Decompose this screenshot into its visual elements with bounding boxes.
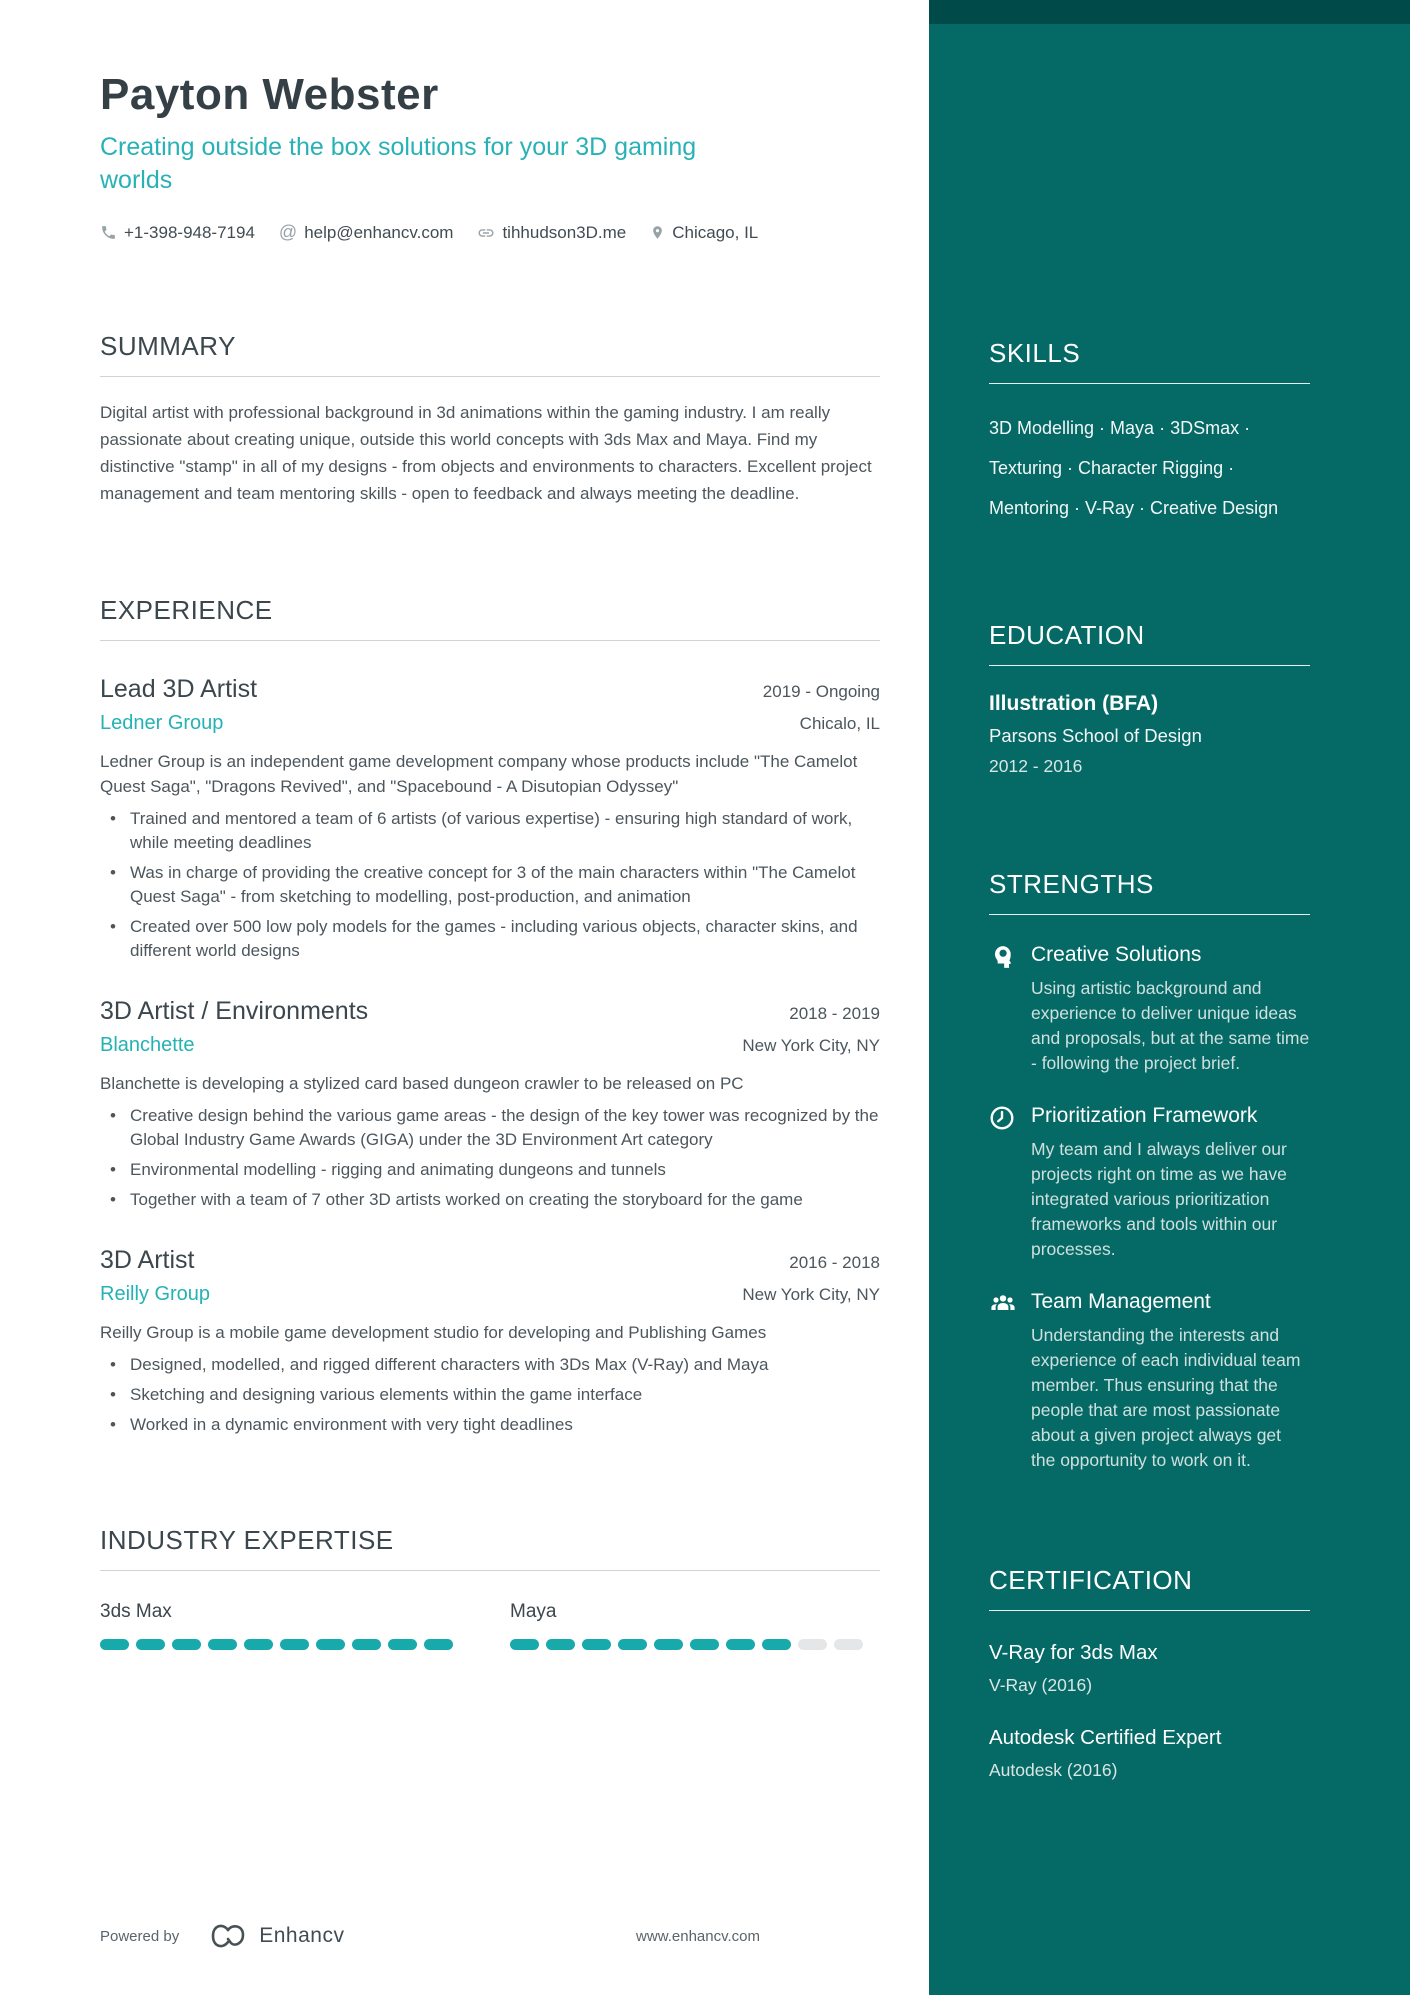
skill-bar — [100, 1639, 470, 1650]
skill-segment — [582, 1639, 611, 1650]
industry-expertise-title: INDUSTRY EXPERTISE — [100, 1525, 880, 1571]
certification-item — [989, 1726, 1310, 1781]
skill-segment — [280, 1639, 309, 1650]
strengths-section — [989, 869, 1310, 1473]
job-description: Reilly Group is a mobile game development studio for developing and Publishing Games — [100, 1323, 767, 1343]
skill-label: 3ds Max — [100, 1601, 172, 1623]
summary-text: Digital artist with professional background in 3d animations within the gaming industry. I am really passionate about creating unique, outside this world concepts with 3ds Max and Maya. Find my distinctive "stamp" in all of my designs - from objects and environments to characters. Excellent project management and team mentoring skills - open to feedback and always meeting the deadline. — [100, 403, 872, 504]
skill-segment — [762, 1639, 791, 1650]
footer-url[interactable]: www.enhancv.com — [636, 1927, 760, 1945]
job-company: Ledner Group — [100, 712, 224, 735]
skill-segment — [100, 1639, 129, 1650]
job-company: Reilly Group — [100, 1283, 211, 1306]
job-title: Lead 3D Artist — [100, 675, 258, 704]
education-degree: Illustration (BFA) — [989, 692, 1159, 715]
certification-issuer: V-Ray (2016) — [989, 1675, 1093, 1695]
skill-segment — [546, 1639, 575, 1650]
skill-segment — [388, 1639, 417, 1650]
location-contact[interactable] — [650, 223, 758, 243]
certification-section — [989, 1565, 1310, 1781]
job-location: Chicalo, IL — [799, 714, 880, 734]
creative-head-icon — [989, 943, 1017, 1076]
strength-item — [989, 1290, 1310, 1473]
job-dates: 2019 - Ongoing — [762, 682, 880, 702]
job-bullet: • Environmental modelling - rigging and animating dungeons and tunnels — [100, 1158, 880, 1182]
skill-segment — [424, 1639, 453, 1650]
experience-title: EXPERIENCE — [100, 595, 880, 641]
team-icon — [989, 1290, 1017, 1473]
enhancv-logo-icon — [207, 1922, 249, 1950]
job-bullet: • Trained and mentored a team of 6 artists (of various expertise) - ensuring high standard of work, while meeting deadlines — [100, 807, 880, 855]
skill-segment — [136, 1639, 165, 1650]
skill-segment — [834, 1639, 863, 1650]
strength-name: Team Management — [1031, 1290, 1211, 1313]
phone-number: +1-398-948-7194 — [124, 222, 255, 242]
skills-title: SKILLS — [989, 338, 1310, 384]
skill-segment — [208, 1639, 237, 1650]
job-bullet-list — [100, 1353, 880, 1437]
certification-title: CERTIFICATION — [989, 1565, 1310, 1611]
clock-icon — [989, 1104, 1017, 1262]
enhancv-brand-name: Enhancv — [259, 1924, 345, 1947]
education-section — [989, 620, 1310, 777]
job-description: Ledner Group is an independent game development company whose products include "The Camelot Quest Saga", "Dragons Revived", and "Spacebound - A Disutopian Odyssey" — [100, 752, 858, 797]
certification-item — [989, 1641, 1310, 1696]
expertise-item — [100, 1601, 470, 1650]
location-text: Chicago, IL — [672, 222, 759, 242]
certification-name: V-Ray for 3ds Max — [989, 1641, 1158, 1664]
job-bullet: • Sketching and designing various elements within the game interface — [100, 1383, 880, 1407]
job-bullet-list — [100, 807, 880, 963]
skill-segment — [618, 1639, 647, 1650]
contact-row — [100, 222, 880, 243]
job-title: 3D Artist — [100, 1246, 195, 1275]
skill-segment — [244, 1639, 273, 1650]
strength-text: Understanding the interests and experience of each individual team member. Thus ensuring that the people that are most passionate about a given project always get the opportunity to work on it. — [1031, 1325, 1301, 1470]
strength-text: My team and I always deliver our projects right on time as we have integrated various prioritization frameworks and tools within our processes. — [1031, 1139, 1287, 1259]
skill-segment — [510, 1639, 539, 1650]
skill-bar — [510, 1639, 880, 1650]
strength-item — [989, 943, 1310, 1076]
job-company: Blanchette — [100, 1034, 195, 1057]
job-bullet: • Was in charge of providing the creative concept for 3 of the main characters within "The Camelot Quest Saga" - from sketching to modelling, post-production, and animation — [100, 861, 880, 909]
job-bullet: • Designed, modelled, and rigged different characters with 3Ds Max (V-Ray) and Maya — [100, 1353, 880, 1377]
strengths-title: STRENGTHS — [989, 869, 1310, 915]
job-entry — [100, 997, 880, 1212]
skills-list — [989, 408, 1310, 528]
job-dates: 2016 - 2018 — [789, 1253, 880, 1273]
skill-segment — [172, 1639, 201, 1650]
location-pin-icon — [650, 224, 665, 241]
job-entry — [100, 675, 880, 963]
skill-segment — [726, 1639, 755, 1650]
job-location: New York City, NY — [742, 1285, 880, 1305]
at-icon: @ — [278, 222, 298, 243]
education-title: EDUCATION — [989, 620, 1310, 666]
education-dates: 2012 - 2016 — [989, 756, 1083, 776]
enhancv-brand — [207, 1922, 344, 1950]
industry-expertise-section — [100, 1525, 880, 1650]
skills-line: Mentoring · V-Ray · Creative Design — [989, 498, 1279, 518]
skills-line: Texturing · Character Rigging · — [989, 458, 1235, 478]
job-entry — [100, 1246, 880, 1437]
strength-name: Creative Solutions — [1031, 943, 1202, 966]
skills-section — [989, 338, 1310, 528]
phone-contact[interactable] — [100, 223, 255, 243]
job-bullet: • Together with a team of 7 other 3D artists worked on creating the storyboard for the game — [100, 1188, 880, 1212]
job-location: New York City, NY — [742, 1036, 880, 1056]
link-icon — [477, 224, 495, 242]
job-title: 3D Artist / Environments — [100, 997, 369, 1026]
certification-name: Autodesk Certified Expert — [989, 1726, 1222, 1749]
summary-section — [100, 331, 880, 507]
footer — [100, 1922, 880, 1950]
skills-line: 3D Modelling · Maya · 3DSmax · — [989, 418, 1251, 438]
powered-by-label: Powered by — [100, 1927, 180, 1945]
website-contact[interactable] — [477, 223, 626, 243]
website-url: tihhudson3D.me — [502, 222, 627, 242]
skill-segment — [352, 1639, 381, 1650]
strength-name: Prioritization Framework — [1031, 1104, 1258, 1127]
email-contact[interactable] — [279, 222, 454, 243]
email-address: help@enhancv.com — [304, 222, 454, 242]
skill-segment — [798, 1639, 827, 1650]
tagline: Creating outside the box solutions for your 3D gaming worlds — [100, 132, 697, 195]
skill-segment — [690, 1639, 719, 1650]
education-school: Parsons School of Design — [989, 725, 1202, 746]
skill-segment — [654, 1639, 683, 1650]
skill-label: Maya — [510, 1601, 557, 1623]
strength-text: Using artistic background and experience to deliver unique ideas and proposals, but at the same time - following the project brief. — [1031, 978, 1310, 1073]
certification-issuer: Autodesk (2016) — [989, 1760, 1118, 1780]
job-bullet-list — [100, 1104, 880, 1212]
strength-item — [989, 1104, 1310, 1262]
phone-icon — [100, 224, 117, 241]
skill-segment — [316, 1639, 345, 1650]
person-name: Payton Webster — [100, 70, 439, 119]
sidebar — [929, 0, 1410, 1995]
job-bullet: • Worked in a dynamic environment with very tight deadlines — [100, 1413, 880, 1437]
job-description: Blanchette is developing a stylized card based dungeon crawler to be released on PC — [100, 1074, 744, 1094]
experience-section — [100, 595, 880, 1437]
job-dates: 2018 - 2019 — [789, 1004, 880, 1024]
job-bullet: • Creative design behind the various game areas - the design of the key tower was recognized by the Global Industry Game Awards (GIGA) under the 3D Environment Art category — [100, 1104, 880, 1152]
expertise-item — [510, 1601, 880, 1650]
summary-title: SUMMARY — [100, 331, 880, 377]
job-bullet: • Created over 500 low poly models for the games - including various objects, character skins, and different world designs — [100, 915, 880, 963]
